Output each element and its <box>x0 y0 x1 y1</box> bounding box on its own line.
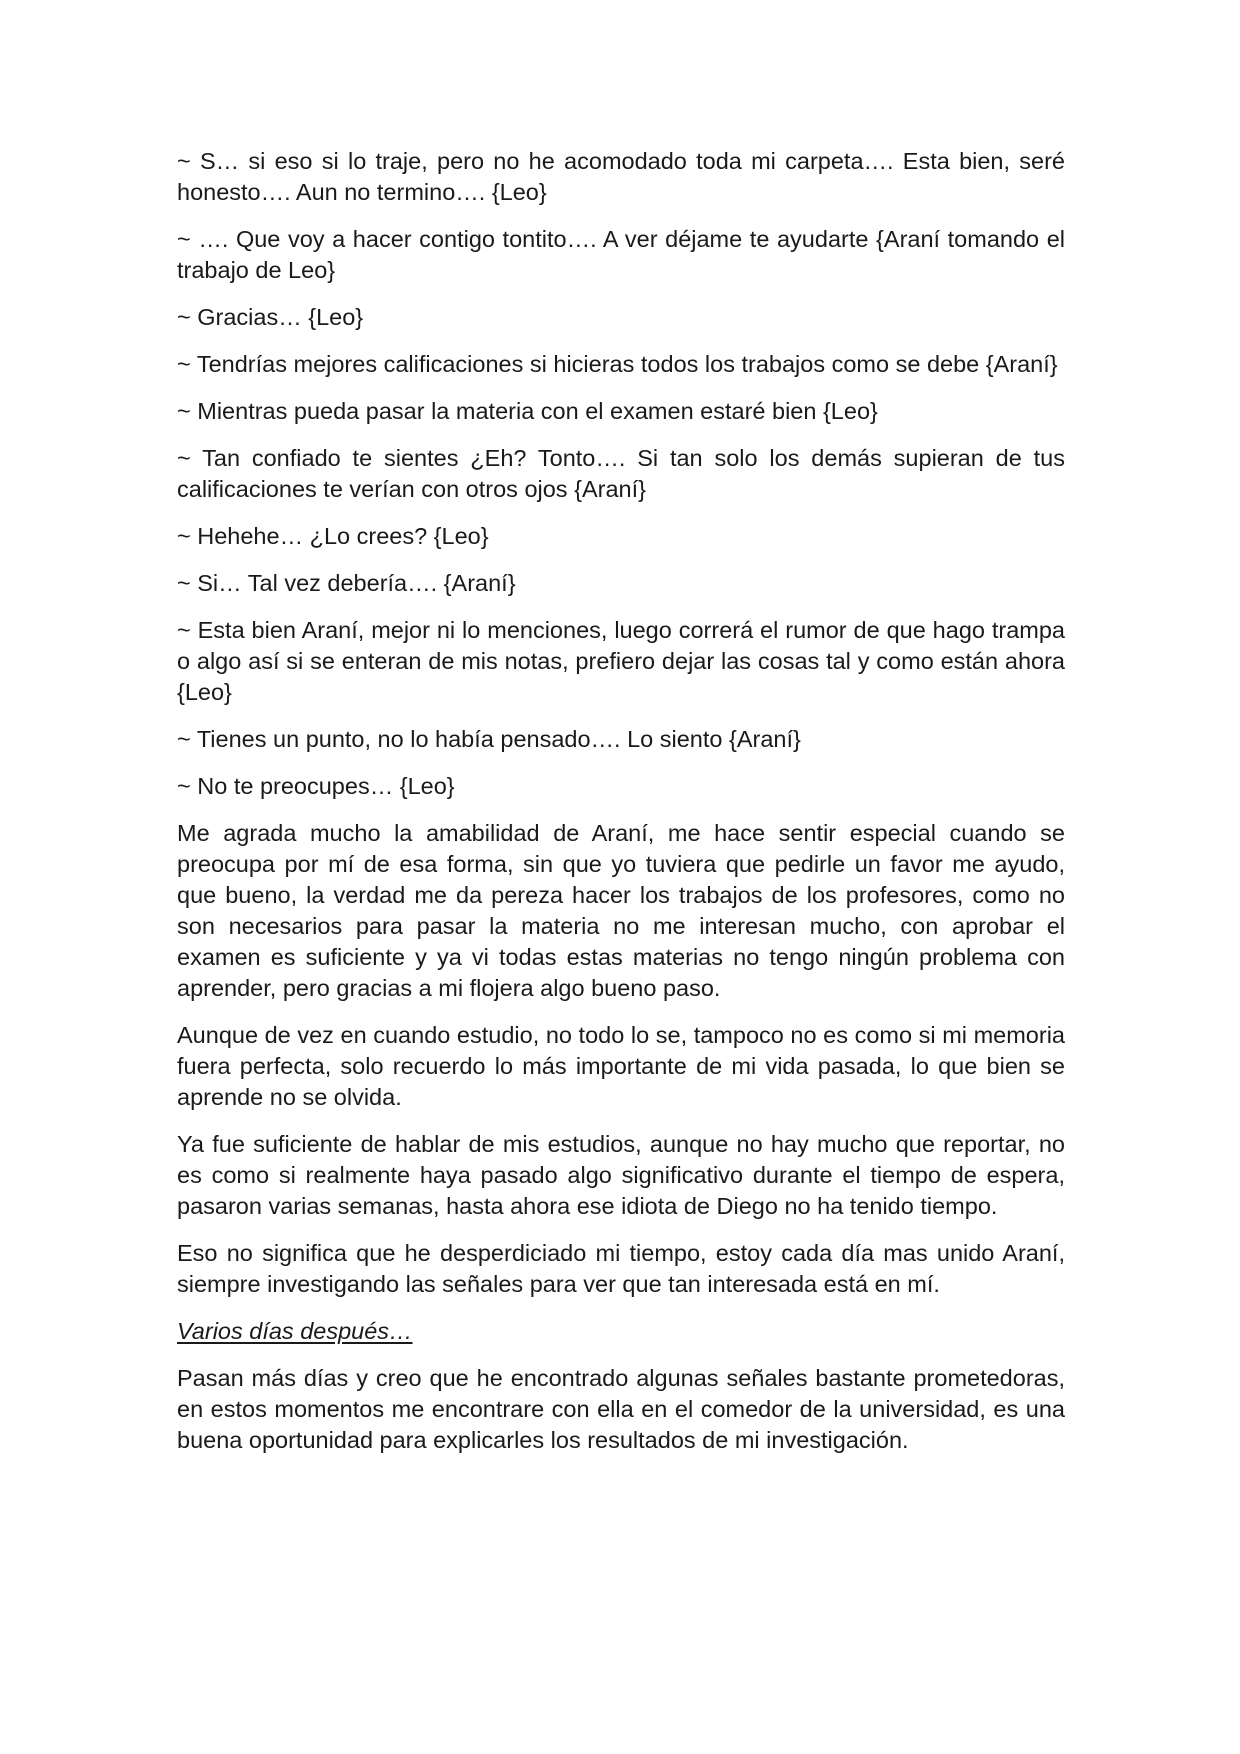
dialogue-line: ~ Hehehe… ¿Lo crees? {Leo} <box>177 523 489 549</box>
narrative-paragraph: Ya fue suficiente de hablar de mis estudios, aunque no hay mucho que reportar, no es como si realmente haya pasado algo significativo durante el tiempo de espera, pasaron varias semanas, hasta ahora ese idiota de Diego no ha tenido tiempo. <box>177 1131 1065 1219</box>
closing-paragraph: Pasan más días y creo que he encontrado algunas señales bastante prometedoras, en estos momentos me encontrare con ella en el comedor de la universidad, es una buena oportunidad para explicarles los resultados de mi investigación. <box>177 1365 1065 1453</box>
dialogue-line: ~ Mientras pueda pasar la materia con el examen estaré bien {Leo} <box>177 398 878 424</box>
narrative-paragraph: Aunque de vez en cuando estudio, no todo lo se, tampoco no es como si mi memoria fuera perfecta, solo recuerdo lo más importante de mi vida pasada, lo que bien se aprende no se olvida. <box>177 1022 1065 1110</box>
section-heading: Varios días después… <box>177 1318 413 1344</box>
dialogue-line: ~ Si… Tal vez debería…. {Araní} <box>177 570 516 596</box>
dialogue-line: ~ Tendrías mejores calificaciones si hicieras todos los trabajos como se debe {Araní} <box>177 351 1058 377</box>
dialogue-line: ~ Tan confiado te sientes ¿Eh? Tonto…. Si tan solo los demás supieran de tus calificaciones te verían con otros ojos {Araní} <box>177 445 1065 502</box>
dialogue-line: ~ Gracias… {Leo} <box>177 304 364 330</box>
narrative-paragraph: Me agrada mucho la amabilidad de Araní, me hace sentir especial cuando se preocupa por mí de esa forma, sin que yo tuviera que pedirle un favor me ayudo, que bueno, la verdad me da pereza hacer los trabajos de los profesores, como no son necesarios para pasar la materia no me interesan mucho, con aprobar el examen es suficiente y ya vi todas estas materias no tengo ningún problema con aprender, pero gracias a mi flojera algo bueno paso. <box>177 820 1065 1001</box>
dialogue-line: ~ Esta bien Araní, mejor ni lo menciones, luego correrá el rumor de que hago trampa o algo así si se enteran de mis notas, prefiero dejar las cosas tal y como están ahora {Leo} <box>177 617 1065 705</box>
dialogue-line: ~ No te preocupes… {Leo} <box>177 773 455 799</box>
dialogue-line: ~ Tienes un punto, no lo había pensado…. Lo siento {Araní} <box>177 726 801 752</box>
narrative-paragraph: Eso no significa que he desperdiciado mi tiempo, estoy cada día mas unido Araní, siempre investigando las señales para ver que tan interesada está en mí. <box>177 1240 1065 1297</box>
dialogue-line: ~ …. Que voy a hacer contigo tontito…. A ver déjame te ayudarte {Araní tomando el trabajo de Leo} <box>177 226 1065 283</box>
dialogue-line: ~ S… si eso si lo traje, pero no he acomodado toda mi carpeta…. Esta bien, seré honesto…. Aun no termino…. {Leo} <box>177 148 1065 205</box>
document-page <box>177 146 1065 1472</box>
